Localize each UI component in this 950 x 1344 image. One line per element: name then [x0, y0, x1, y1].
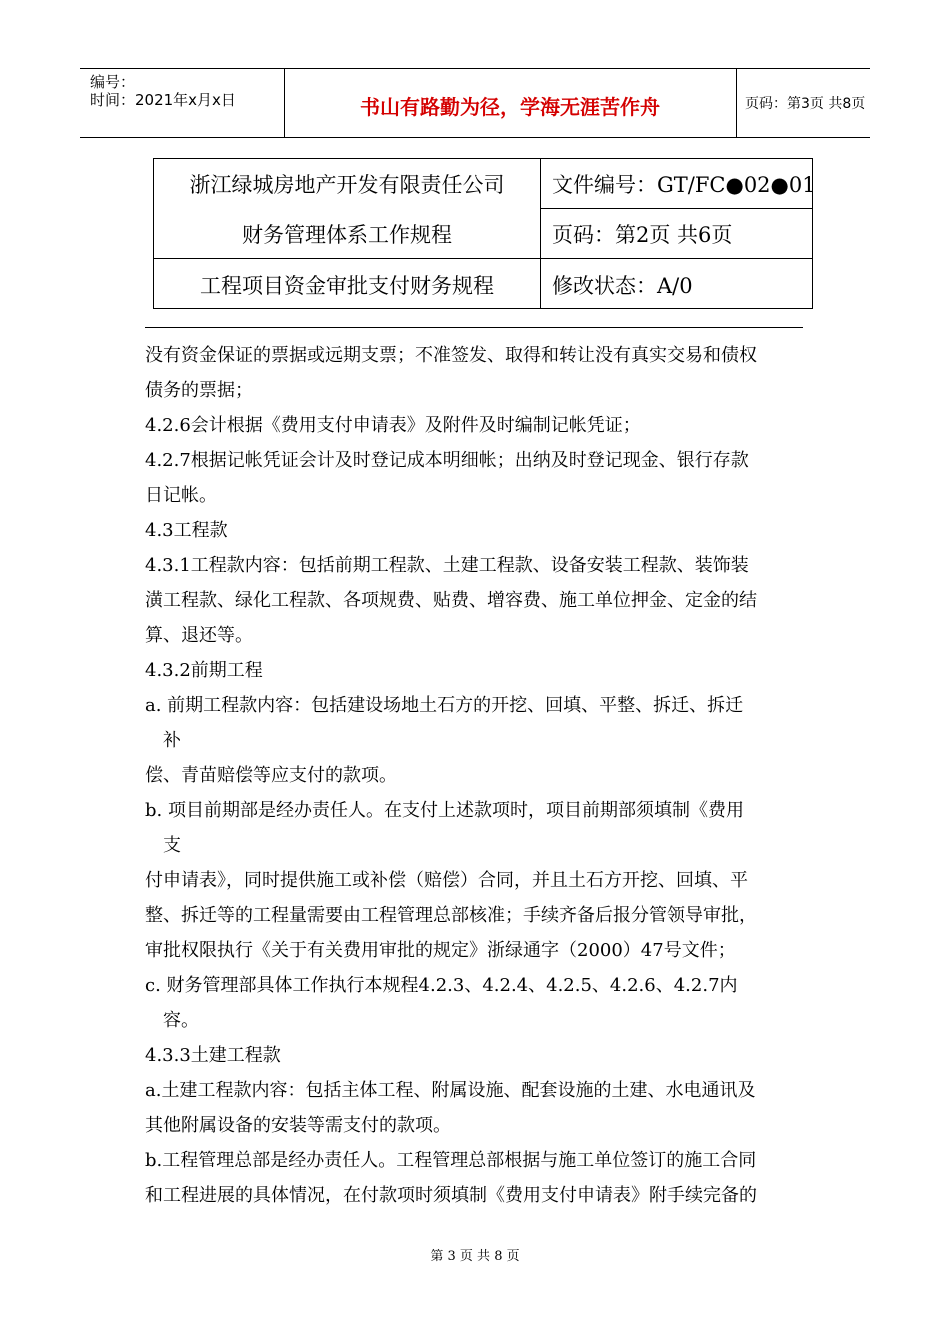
text-line: 4.3.3土建工程款 — [145, 1045, 281, 1066]
revision-status: 修改状态：A/0 — [552, 274, 693, 298]
text-line: 4.2.6会计根据《费用支付申请表》及附件及时编制记帐凭证； — [145, 415, 641, 436]
text-line: b. 项目前期部是经办责任人。在支付上述款项时，项目前期部须填制《费用 — [145, 800, 744, 821]
header-motto-cell — [284, 69, 737, 137]
text-line: c. 财务管理部具体工作执行本规程4.2.3、4.2.4、4.2.5、4.2.6、4.2.7内 — [145, 975, 738, 996]
date-text: 时间：2021年x月x日 — [90, 91, 236, 109]
header-page-cell — [737, 69, 870, 137]
file-number: 文件编号：GT/FC●02●01 — [552, 173, 816, 197]
text-line: 4.3工程款 — [145, 520, 228, 541]
table-divider — [540, 159, 541, 308]
text-line: a.土建工程款内容：包括主体工程、附属设施、配套设施的土建、水电通讯及 — [145, 1080, 756, 1101]
table-divider — [154, 258, 812, 259]
company-name: 浙江绿城房地产开发有限责任公司 — [189, 173, 505, 197]
text-line: 潢工程款、绿化工程款、各项规费、贴费、增容费、施工单位押金、定金的结 — [145, 590, 757, 611]
motto: 书山有路勤为径，学海无涯苦作舟 — [360, 95, 660, 119]
text-line: 算、退还等。 — [145, 625, 253, 646]
header-meta-cell — [80, 69, 285, 137]
text-line: 4.3.2前期工程 — [145, 660, 263, 681]
text-line: 补 — [163, 730, 181, 751]
header-page-number: 页码：第3页 共8页 — [745, 96, 866, 112]
text-line: 支 — [163, 835, 181, 856]
text-line: 容。 — [163, 1010, 199, 1031]
text-line: 其他附属设备的安装等需支付的款项。 — [145, 1115, 451, 1136]
table-page-number: 页码：第2页 共6页 — [552, 223, 733, 247]
text-line: 4.3.1工程款内容：包括前期工程款、土建工程款、设备安装工程款、装饰装 — [145, 555, 749, 576]
text-line: 偿、青苗赔偿等应支付的款项。 — [145, 765, 397, 786]
header-rule — [145, 327, 803, 328]
code-label: 编号： — [90, 73, 136, 91]
text-line: 和工程进展的具体情况，在付款项时须填制《费用支付申请表》附手续完备的 — [145, 1185, 757, 1206]
text-line: 付申请表》，同时提供施工或补偿（赔偿）合同，并且土石方开挖、回填、平 — [145, 870, 748, 891]
system-name: 财务管理体系工作规程 — [242, 223, 452, 247]
text-line: 审批权限执行《关于有关费用审批的规定》浙绿通字（2000）47号文件； — [145, 940, 736, 961]
text-line: 日记帐。 — [145, 485, 217, 506]
text-line: 没有资金保证的票据或远期支票；不准签发、取得和转让没有真实交易和债权 — [145, 345, 757, 366]
body-text — [145, 338, 815, 1213]
document-control-table — [153, 158, 816, 309]
text-line: 4.2.7根据记帐凭证会计及时登记成本明细帐；出纳及时登记现金、银行存款 — [145, 450, 749, 471]
procedure-name: 工程项目资金审批支付财务规程 — [200, 274, 494, 298]
text-line: 债务的票据； — [145, 380, 253, 401]
page-header — [80, 68, 870, 138]
text-line: 整、拆迁等的工程量需要由工程管理总部核准；手续齐备后报分管领导审批， — [145, 905, 757, 926]
text-line: b.工程管理总部是经办责任人。工程管理总部根据与施工单位签订的施工合同 — [145, 1150, 757, 1171]
page-footer: 第 3 页 共 8 页 — [430, 1249, 520, 1264]
text-line: a. 前期工程款内容：包括建设场地土石方的开挖、回填、平整、拆迁、拆迁 — [145, 695, 744, 716]
table-divider — [541, 208, 812, 209]
